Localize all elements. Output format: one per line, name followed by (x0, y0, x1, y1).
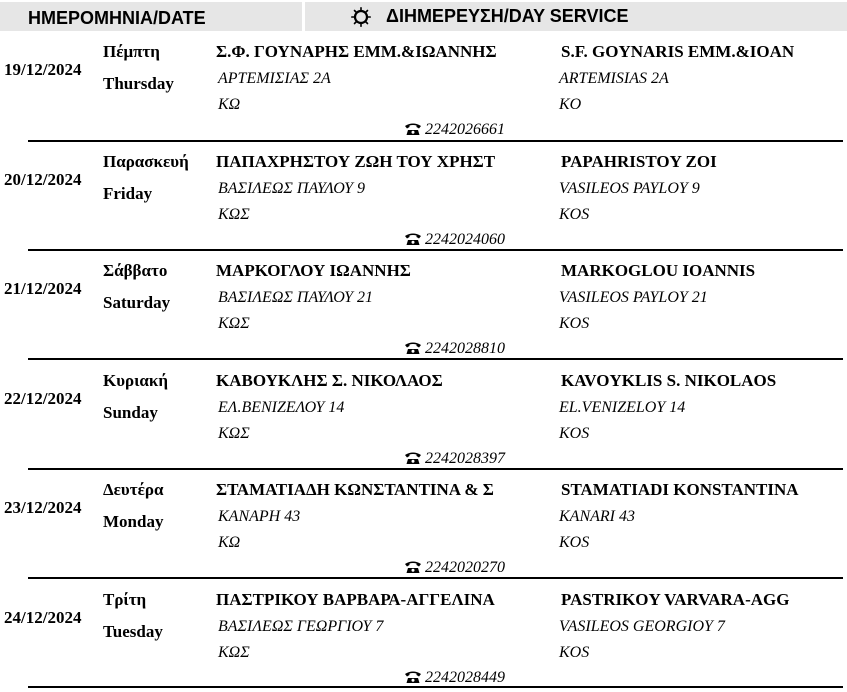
address-greek: ΒΑΣΙΛΕΩΣ ΓΕΩΡΓΙΟΥ 7 (218, 618, 384, 635)
address-greek: ΒΑΣΙΛΕΩΣ ΠΑΥΛΟΥ 21 (218, 289, 374, 306)
day-name-english: Friday (103, 184, 153, 203)
service-column-label: ΔΙΗΜΕΡΕΥΣΗ/DAY SERVICE (386, 6, 629, 26)
address-english: VASILEOS GEORGIOY 7 (559, 618, 725, 635)
date-column-header (0, 2, 302, 31)
schedule-entry (0, 36, 847, 144)
city-english: KOS (559, 644, 590, 661)
phone-number-text: 2242028397 (425, 450, 505, 467)
schedule-header (0, 0, 847, 33)
entry-date: 19/12/2024 (4, 60, 82, 79)
address-greek: ΚΑΝΑΡΗ 43 (218, 508, 301, 525)
row-divider (28, 140, 843, 142)
address-english: KANARI 43 (559, 508, 635, 525)
address-english: ARTEMISIAS 2A (559, 70, 669, 87)
phone-number-text: 2242024060 (425, 231, 505, 248)
telephone-icon (404, 670, 422, 684)
phone-number (404, 450, 505, 468)
city-english: KOS (559, 534, 590, 551)
city-english: KOS (559, 315, 590, 332)
address-greek: ΑΡΤΕΜΙΣΙΑΣ 2Α (218, 70, 331, 87)
phone-number-text: 2242020270 (425, 559, 505, 576)
pharmacy-name-english: MARKOGLOU IOANNIS (561, 261, 756, 280)
address-english: VASILEOS PAYLOY 21 (559, 289, 708, 306)
city-greek: ΚΩΣ (218, 644, 250, 661)
day-name-english: Tuesday (103, 622, 163, 641)
pharmacy-name-greek: ΣΤΑΜΑΤΙΑΔΗ ΚΩΝΣΤΑΝΤΙΝΑ & Σ (216, 480, 494, 499)
schedule-entry (0, 365, 847, 473)
entry-date: 21/12/2024 (4, 279, 82, 298)
pharmacy-name-greek: ΠΑΣΤΡΙΚΟΥ ΒΑΡΒΑΡΑ-ΑΓΓΕΛΙΝΑ (216, 590, 495, 609)
row-divider (28, 686, 843, 688)
date-column-label: ΗΜΕΡΟΜΗΝΙΑ/DATE (28, 8, 206, 28)
schedule-entry (0, 146, 847, 254)
phone-number-text: 2242028810 (425, 340, 505, 357)
pharmacy-name-greek: ΠΑΠΑΧΡΗΣΤΟΥ ΖΩΗ ΤΟΥ ΧΡΗΣΤ (216, 152, 496, 171)
day-name-greek: Πέμπτη (103, 42, 160, 61)
city-english: KO (559, 96, 582, 113)
phone-number (404, 231, 505, 249)
city-english: KOS (559, 206, 590, 223)
entry-date: 22/12/2024 (4, 389, 82, 408)
city-greek: ΚΩΣ (218, 315, 250, 332)
pharmacy-name-english: STAMATIADI KONSTANTINA (561, 480, 799, 499)
entry-date: 20/12/2024 (4, 170, 82, 189)
city-greek: ΚΩ (218, 96, 241, 113)
city-greek: ΚΩ (218, 534, 241, 551)
entry-date: 24/12/2024 (4, 608, 82, 627)
phone-number (404, 559, 505, 577)
day-name-greek: Δευτέρα (103, 480, 164, 499)
day-name-english: Monday (103, 512, 164, 531)
address-greek: ΕΛ.ΒΕΝΙΖΕΛΟΥ 14 (218, 399, 345, 416)
telephone-icon (404, 232, 422, 246)
phone-number-text: 2242028449 (425, 669, 505, 686)
row-divider (28, 577, 843, 579)
sun-icon (351, 7, 371, 27)
city-greek: ΚΩΣ (218, 206, 250, 223)
day-name-english: Saturday (103, 293, 171, 312)
address-english: VASILEOS PAYLOY 9 (559, 180, 700, 197)
address-english: EL.VENIZELOY 14 (559, 399, 686, 416)
day-name-greek: Τρίτη (103, 590, 147, 609)
day-name-greek: Σάββατο (103, 261, 168, 280)
city-english: KOS (559, 425, 590, 442)
phone-number (404, 340, 505, 358)
row-divider (28, 468, 843, 470)
telephone-icon (404, 451, 422, 465)
pharmacy-name-english: PAPAHRISTOY ZOI (561, 152, 717, 171)
entry-date: 23/12/2024 (4, 498, 82, 517)
address-greek: ΒΑΣΙΛΕΩΣ ΠΑΥΛΟΥ 9 (218, 180, 366, 197)
pharmacy-name-greek: ΚΑΒΟΥΚΛΗΣ Σ. ΝΙΚΟΛΑΟΣ (216, 371, 443, 390)
day-name-english: Sunday (103, 403, 158, 422)
schedule-entry (0, 255, 847, 363)
phone-number-text: 2242026661 (425, 121, 505, 138)
phone-number (404, 121, 505, 139)
day-name-greek: Κυριακή (103, 371, 168, 390)
telephone-icon (404, 122, 422, 136)
schedule-entry (0, 474, 847, 582)
telephone-icon (404, 341, 422, 355)
day-name-english: Thursday (103, 74, 174, 93)
pharmacy-name-english: PASTRIKOY VARVARA-AGG (561, 590, 790, 609)
pharmacy-name-greek: ΜΑΡΚΟΓΛΟΥ ΙΩΑΝΝΗΣ (216, 261, 411, 280)
city-greek: ΚΩΣ (218, 425, 250, 442)
phone-number (404, 669, 505, 687)
row-divider (28, 249, 843, 251)
schedule-entry (0, 584, 847, 692)
pharmacy-name-english: S.F. GOYNARIS EMM.&IOAN (561, 42, 795, 61)
telephone-icon (404, 560, 422, 574)
pharmacy-name-greek: Σ.Φ. ΓΟΥΝΑΡΗΣ ΕΜΜ.&ΙΩΑΝΝΗΣ (216, 42, 497, 61)
pharmacy-name-english: KAVOYKLIS S. NIKOLAOS (561, 371, 777, 390)
row-divider (28, 358, 843, 360)
day-name-greek: Παρασκευή (103, 152, 189, 171)
